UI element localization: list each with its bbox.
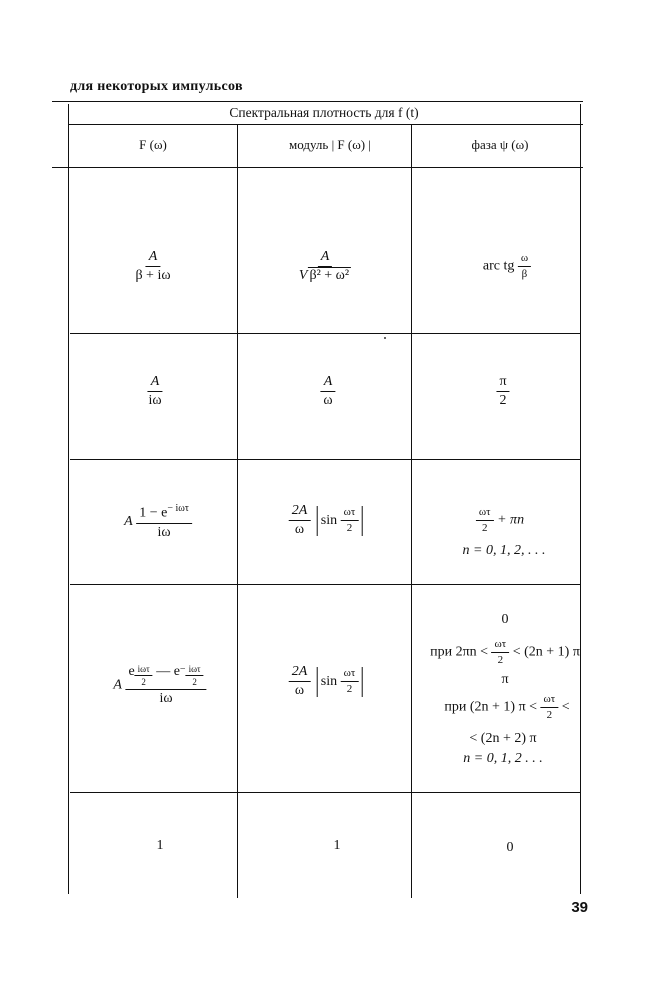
numerator: ωτ [341,667,359,682]
row4-phase-range: n = 0, 1, 2 . . . [463,751,543,766]
row-divider-1 [70,333,580,334]
denominator: β + iω [135,268,171,284]
column-header-modulus: модуль | F (ω) | [289,137,371,152]
denominator: 2 [546,708,553,721]
abs-bar-left [317,667,318,697]
denominator: ω [294,683,305,699]
table-top-rule [52,101,583,102]
fraction [341,667,359,695]
table-left-border [68,104,69,894]
denominator: 2 [497,653,504,666]
row4-F-cell [113,664,206,707]
table-caption: для некоторых импульсов [70,79,243,94]
fraction [132,249,173,284]
numerator: A [321,374,336,392]
row-divider-2 [70,459,580,460]
minus-exp-base: — e [156,664,180,679]
numerator: π [496,374,509,392]
row4-phase-line1: 0 [501,612,509,627]
print-speck [384,337,386,339]
arctg-label: arc tg [482,258,515,274]
row3-modulus-cell [289,503,366,538]
denominator: β [521,267,528,280]
fraction [320,374,335,409]
fraction [476,506,494,534]
denominator: ω [294,522,305,538]
abs-bar-right [361,506,362,536]
numerator: ωτ [341,506,359,521]
row4-phase-line4 [444,693,569,721]
denominator: iω [157,524,171,540]
fraction [145,374,164,409]
numerator: A [318,249,333,267]
fraction [289,664,311,699]
denominator: iω [148,393,162,409]
abs-bar-right [361,667,362,697]
denominator [296,267,354,284]
exponent [186,664,204,688]
fraction [125,664,206,707]
row2-phase-cell [496,374,509,409]
row-divider-4 [70,792,580,793]
table-right-border [580,104,581,894]
row1-modulus-cell [296,249,354,284]
sin-label: sin [320,512,338,528]
row2-modulus-cell [320,374,335,409]
fraction [541,693,559,721]
row3-F-cell [124,503,192,541]
exp-base: e [128,664,135,679]
fraction [341,506,359,534]
denominator: 2 [346,522,353,535]
condition-right: < [561,699,570,715]
condition-left: при 2πn < [430,644,489,660]
numerator [125,664,206,690]
exponent-sign: − [179,664,186,675]
numerator: iωτ [186,664,204,676]
row5-phase-cell: 0 [506,840,514,855]
numerator-base: 1 − e [139,505,168,521]
numerator: iωτ [135,664,153,676]
numerator: ωτ [492,638,510,653]
page-number: 39 [571,899,588,916]
numerator: 2A [289,664,311,682]
denominator: 2 [346,683,353,696]
numerator: A [146,249,161,267]
row-divider-3 [70,584,580,585]
denominator: 2 [482,521,488,534]
sqrt-sign: V [298,268,308,284]
header-group-rule [68,124,583,125]
header-bottom-rule [52,167,583,168]
exponent: − iωτ [167,503,189,514]
numerator: A [148,374,163,392]
amplitude-A: A [124,514,133,530]
condition-left: при (2n + 1) π < [444,699,538,715]
row2-F-cell [145,374,164,409]
column-divider-1 [237,124,238,898]
denominator: 2 [141,677,146,688]
denominator: ω [323,393,333,409]
numerator: ωτ [541,693,559,708]
condition-right: < (2n + 1) π [512,644,580,660]
row3-phase-cell [476,506,524,534]
fraction [136,503,192,541]
numerator [136,503,192,524]
sin-label: sin [320,673,338,689]
fraction [296,249,354,284]
numerator: ωτ [476,506,494,521]
fraction [496,374,509,409]
row5-F-cell: 1 [156,838,164,853]
numerator: ω [518,252,531,267]
denominator: iω [159,690,173,706]
abs-bar-left [317,506,318,536]
denominator: 2 [499,393,507,409]
header-group-title: Спектральная плотность для f (t) [229,105,419,120]
fraction [289,503,311,538]
row1-phase-cell [483,252,531,280]
column-header-phase: фаза ψ (ω) [471,137,529,152]
row4-phase-line2 [430,638,580,666]
numerator: 2A [289,503,311,521]
denominator: 2 [192,677,197,688]
row3-phase-range: n = 0, 1, 2, . . . [462,543,546,558]
exponent [135,664,153,688]
column-divider-2 [411,124,412,898]
fraction [492,638,510,666]
fraction [518,252,531,280]
phase-term: + πn [497,512,525,528]
row4-phase-line5: < (2n + 2) π [469,731,537,746]
column-header-F: F (ω) [139,137,167,152]
radicand: β² + ω² [309,268,350,284]
row4-modulus-cell [289,664,366,699]
row1-F-cell [132,249,173,284]
row4-phase-line3: π [501,672,509,687]
row5-modulus-cell: 1 [333,838,341,853]
amplitude-A: A [113,677,122,693]
